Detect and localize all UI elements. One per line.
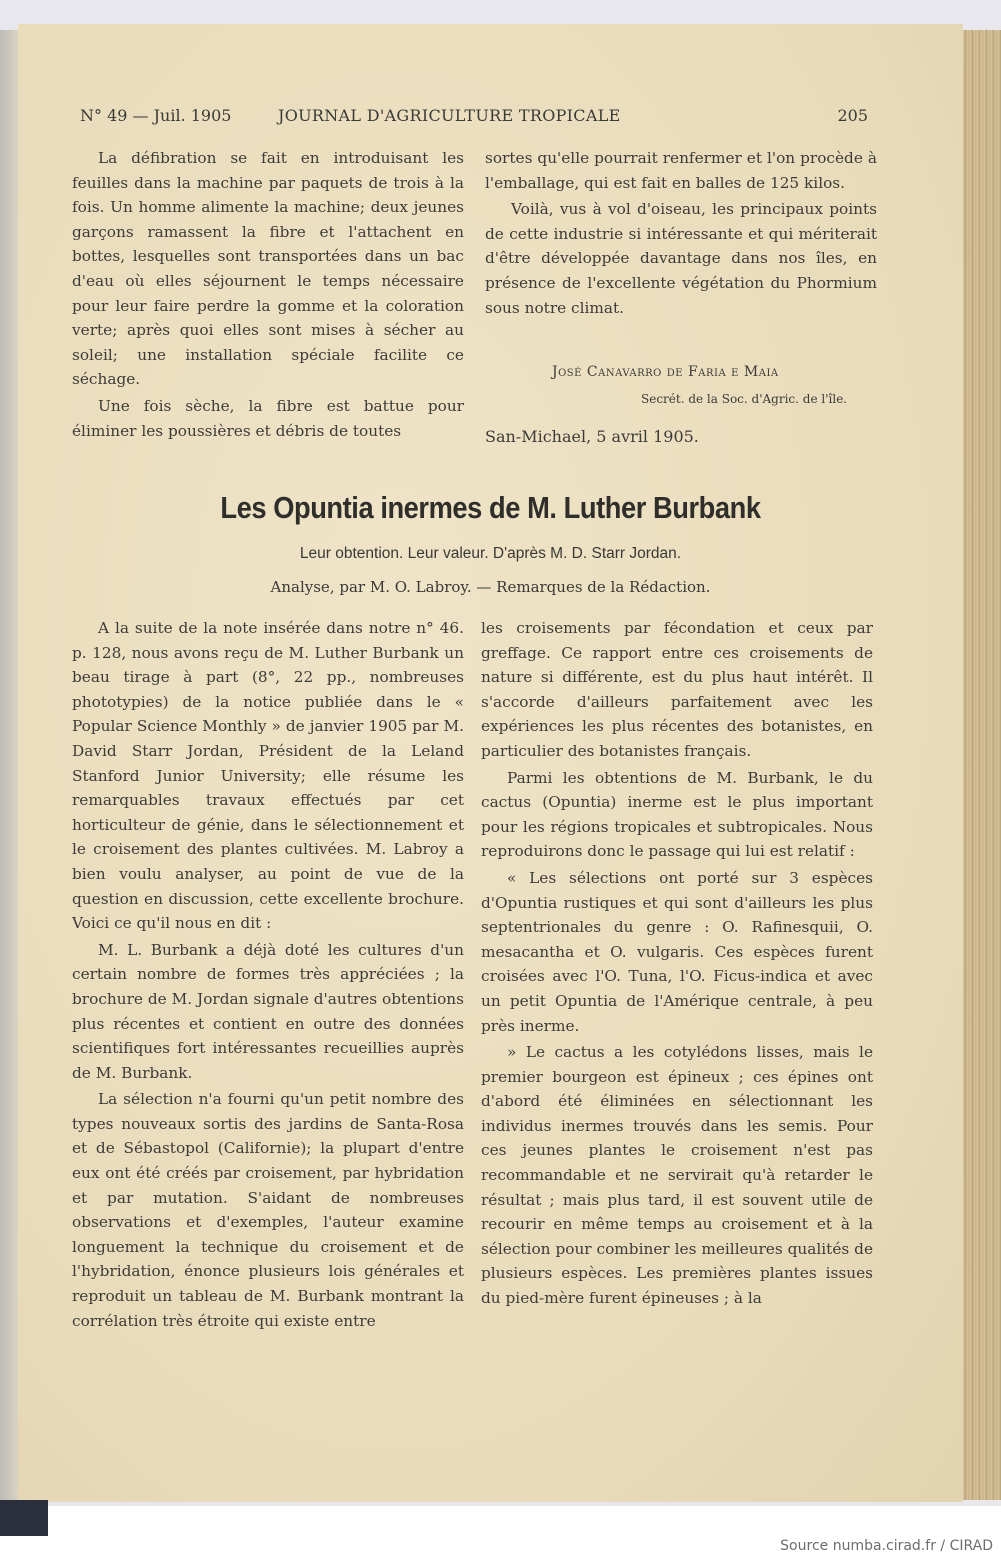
article-subtitle: Leur obtention. Leur valeur. D'après M. D. Starr Jordan.	[299, 545, 682, 562]
page-number: 205	[837, 106, 868, 125]
issue-number: N° 49 — Juil. 1905	[80, 106, 232, 125]
paragraph: M. L. Burbank a déjà doté les cultures d'un certain nombre de formes très appréciées ; la brochure de M. Jordan signale d'autres obtentions plus récentes et contient en outre des données scientifiques fort intéressantes recueillies auprès de M. Burbank.	[72, 940, 464, 1082]
paragraph: sortes qu'elle pourrait renfermer et l'on procède à l'emballage, qui est fait en balles de 125 kilos.	[485, 149, 877, 192]
page-edges	[960, 30, 1001, 1500]
signature-name: José Canavarro de Faria e Maia	[552, 364, 779, 380]
source-credit: Source numba.cirad.fr / CIRAD	[780, 1538, 993, 1554]
signature-place-date: San-Michael, 5 avril 1905.	[485, 427, 699, 446]
article-left-column	[72, 616, 464, 1333]
article-byline: Analyse, par M. O. Labroy. — Remarques de la Rédaction.	[270, 578, 711, 596]
running-header	[80, 106, 868, 130]
paragraph: les croisements par fécondation et ceux par greffage. Ce rapport entre ces croisements de nature si différente, est du plus haut intérêt. Il s'accorde d'ailleurs parfaitement avec les expériences les plus récentes des botanistes, en particulier des botanistes français.	[481, 619, 873, 760]
journal-page	[18, 24, 963, 1502]
paragraph: Une fois sèche, la fibre est battue pour éliminer les poussières et débris de toutes	[72, 396, 464, 440]
quote-paragraph: « Les sélections ont porté sur 3 espèces d'Opuntia rustiques et qui sont d'ailleurs les plus septentrionales du genre : O. Rafinesquii, O. mesacantha et O. vulgaris. Ces espèces furent croisées avec l'O. Tuna, l'O. Ficus-indica et avec un petit Opuntia de l'Amérique centrale, à peu près inerme.	[481, 868, 873, 1035]
paragraph: A la suite de la note insérée dans notre n° 46. p. 128, nous avons reçu de M. Luther Burbank un beau tirage à part (8°, 22 pp., nombreuses phototypies) de la notice publiée dans le « Popular Science Monthly » de janvier 1905 par M. David Starr Jordan, Président de la Leland Stanford Junior University; elle résume les remarquables travaux effectués par cet horticulteur de génie, dans le sélectionnement et le croisement des plantes cultivées. M. Labroy a bien voulu analyser, au point de vue de la question en discussion, cette excellente brochure. Voici ce qu'il nous en dit :	[72, 619, 464, 933]
page-gutter-shadow	[0, 30, 18, 1506]
quote-paragraph: » Le cactus a les cotylédons lisses, mais le premier bourgeon est épineux ; ces épines ont d'abord été éliminées en sélectionnant les individus inermes trouvés dans les semis. Pour ces jeunes plantes le croisement n'est pas recommandable et ne servirait qu'à retarder le résultat ; mais plus tard, il est souvent utile de recourir en même temps au croisement et à la sélection pour combiner les meilleures qualités de plusieurs espèces. Les premières plantes issues du pied-mère furent épineuses ; à la	[481, 1043, 873, 1308]
top-right-column	[485, 146, 877, 320]
journal-title: JOURNAL D'AGRICULTURE TROPICALE	[278, 106, 621, 125]
article-title: Les Opuntia inermes de M. Luther Burbank	[220, 490, 761, 525]
paragraph: Voilà, vus à vol d'oiseau, les principaux points de cette industrie si intéressante et qui mériterait d'être développée davantage dans nos îles, en présence de l'excellente végétation du Phormium sous notre climat.	[485, 200, 877, 317]
paragraph: La défibration se fait en introduisant les feuilles dans la machine par paquets de trois à la fois. Un homme alimente la machine; deux jeunes garçons ramassent la fibre et l'attachent en bottes, lesquelles sont transportées dans un bac d'eau où elles séjournent le temps nécessaire pour leur faire perdre la gomme et la coloration verte; après quoi elles sont mises à sécher au soleil; une installation spéciale facilite ce séchage.	[72, 149, 464, 389]
paragraph: Parmi les obtentions de M. Burbank, le du cactus (Opuntia) inerme est le plus important pour les régions tropicales et subtropicales. Nous reproduirons donc le passage qui lui est relatif :	[481, 768, 873, 861]
article-right-column	[481, 616, 873, 1311]
binding-corner	[0, 1500, 48, 1536]
top-left-column	[72, 146, 464, 443]
paragraph: La sélection n'a fourni qu'un petit nombre des types nouveaux sortis des jardins de Santa-Rosa et de Sébastopol (Californie); la plupart d'entre eux ont été créés par croisement, par hybridation et par mutation. S'aidant de nombreuses observations et d'exemples, l'auteur examine longuement la technique du croisement et de l'hybridation, énonce plusieurs lois générales et reproduit un tableau de M. Burbank montrant la corrélation très étroite qui existe entre	[72, 1090, 464, 1330]
signature-role: Secrét. de la Soc. d'Agric. de l'île.	[641, 392, 848, 406]
